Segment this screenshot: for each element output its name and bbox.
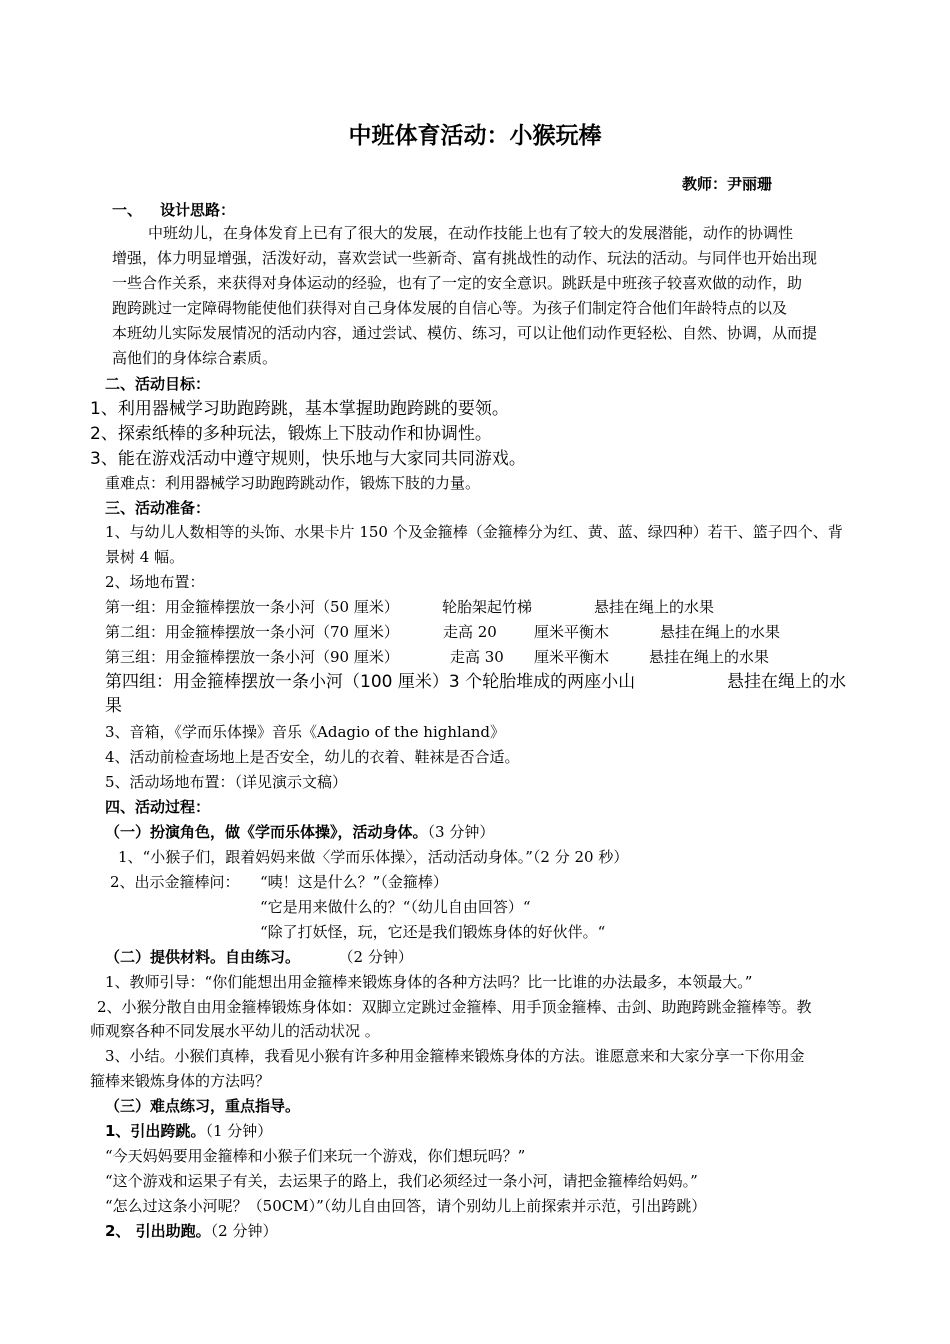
part3-step-2-title: 2、 引出助跑。 <box>105 1222 211 1240</box>
part3-line-1: “今天妈妈要用金箍棒和小猴子们来玩一个游戏，你们想玩吗？” <box>105 1147 526 1165</box>
part2-line-2-cont: 师观察各种不同发展水平幼儿的活动状况 。 <box>90 1022 380 1040</box>
part2-heading <box>105 947 413 967</box>
section1-line: 高他们的身体综合素质。 <box>112 349 278 367</box>
section1-line: 本班幼儿实际发展情况的活动内容，通过尝试、模仿、练习，可以让他们动作更轻松、自然、协调，从而提 <box>112 324 818 342</box>
section3-heading: 三、活动准备： <box>105 499 211 517</box>
part3-step-2-duration: （2 分钟） <box>210 1222 278 1240</box>
part2-title: （二）提供材料。自由练习。 <box>105 948 301 966</box>
prep-item-2: 2、场地布置： <box>105 573 205 591</box>
part2-line-1: 1、教师引导：“你们能想出用金箍棒来锻炼身体的各种方法吗？比一比谁的办法最多，本领最大。” <box>105 973 753 991</box>
teacher-name: 教师：尹丽珊 <box>682 175 773 193</box>
group-2-fruit: 悬挂在绳上的水果 <box>660 623 781 641</box>
group-3-river: 第三组：用金箍棒摆放一条小河（90 厘米） <box>105 648 399 666</box>
goal-item: 3、能在游戏活动中遵守规则，快乐地与大家同共同游戏。 <box>90 449 526 469</box>
key-difficulty: 重难点：利用器械学习助跑跨跳动作，锻炼下肢的力量。 <box>105 474 481 492</box>
prep-item-4: 4、活动前检查场地上是否安全，幼儿的衣着、鞋袜是否合适。 <box>105 748 520 766</box>
part1-title: （一）扮演角色，做《学而乐体操》，活动身体。 <box>105 823 428 841</box>
part1-line-2-quote: “咦！这是什么？”（金箍棒） <box>260 873 448 891</box>
group-1-fruit: 悬挂在绳上的水果 <box>594 598 715 616</box>
group-3-fruit: 悬挂在绳上的水果 <box>649 648 770 666</box>
prep-item-1: 1、与幼儿人数相等的头饰、水果卡片 150 个及金箍棒（金箍棒分为红、黄、蓝、绿四种）若干、篮子四个、背 <box>105 523 843 541</box>
part1-heading <box>105 822 494 842</box>
section1-number: 一、 <box>112 201 143 219</box>
section2-heading: 二、活动目标： <box>105 375 211 393</box>
part1-line-4: “除了打妖怪，玩，它还是我们锻炼身体的好伙伴。“ <box>260 923 606 941</box>
section1-line: 跑跨跳过一定障碍物能使他们获得对自己身体发展的自信心等。为孩子们制定符合他们年龄特点的以及 <box>112 299 788 317</box>
part3-line-2: “这个游戏和运果子有关，去运果子的路上，我们必须经过一条小河，请把金箍棒给妈妈。” <box>105 1172 698 1190</box>
part2-line-3: 3、小结。小猴们真棒，我看见小猴有许多种用金箍棒来锻炼身体的方法。谁愿意来和大家分享一下你用金 <box>105 1047 805 1065</box>
group-1-river: 第一组：用金箍棒摆放一条小河（50 厘米） <box>105 598 399 616</box>
prep-item-3: 3、音箱，《学而乐体操》音乐《Adagio of the highland》 <box>105 723 506 741</box>
document-title: 中班体育活动：小猴玩棒 <box>348 123 602 149</box>
group-2-river: 第二组：用金箍棒摆放一条小河（70 厘米） <box>105 623 399 641</box>
part3-step-1 <box>105 1121 272 1141</box>
part3-step-1-title: 1、引出跨跳。 <box>105 1122 206 1140</box>
part3-line-3: “怎么过这条小河呢？（50CM）”（幼儿自由回答，请个别幼儿上前探索并示范，引出跨跳） <box>105 1197 707 1215</box>
section1-line: 中班幼儿，在身体发育上已有了很大的发展，在动作技能上也有了较大的发展潜能，动作的协调性 <box>148 224 794 242</box>
goal-item: 1、利用器械学习助跑跨跳，基本掌握助跑跨跳的要领。 <box>90 399 509 419</box>
section1-line: 增强，体力明显增强，活泼好动，喜欢尝试一些新奇、富有挑战性的动作、玩法的活动。与同伴也开始出现 <box>112 249 818 267</box>
group-2-obstacle: 走高 20 <box>443 623 497 641</box>
section1-line: 一些合作关系，来获得对身体运动的经验，也有了一定的安全意识。跳跃是中班孩子较喜欢做的动作，助 <box>112 274 803 292</box>
prep-item-5: 5、活动场地布置：（详见演示文稿） <box>105 773 348 791</box>
group-1-obstacle: 轮胎架起竹梯 <box>442 598 533 616</box>
goal-item: 2、探索纸棒的多种玩法，锻炼上下肢动作和协调性。 <box>90 424 492 444</box>
prep-item-1-cont: 景树 4 幅。 <box>105 548 185 566</box>
part3-heading: （三）难点练习，重点指导。 <box>105 1097 301 1115</box>
part2-duration: （2 分钟） <box>346 948 413 966</box>
part1-line-2: 2、出示金箍棒问： <box>110 873 240 891</box>
group-2-obstacle-unit: 厘米平衡木 <box>534 623 610 641</box>
part1-line-1: 1、“小猴子们，跟着妈妈来做〈学而乐体操〉，活动活动身体。”（2 分 20 秒） <box>118 848 629 866</box>
part1-duration: （3 分钟） <box>427 823 495 841</box>
part3-step-1-duration: （1 分钟） <box>205 1122 273 1140</box>
group-3-obstacle: 走高 30 <box>450 648 504 666</box>
group-4-fruit: 悬挂在绳上的水 <box>727 672 846 692</box>
section1-heading: 设计思路： <box>160 201 236 219</box>
group-4-fruit-cont: 果 <box>105 696 122 716</box>
part3-step-2 <box>105 1221 277 1241</box>
part2-line-3-cont: 箍棒来锻炼身体的方法吗？ <box>90 1072 271 1090</box>
section4-heading: 四、活动过程： <box>105 798 211 816</box>
part2-line-2: 2、小猴分散自由用金箍棒锻炼身体如：双脚立定跳过金箍棒、用手顶金箍棒、击剑、助跑跨跳金箍棒等。教 <box>97 998 812 1016</box>
group-4-river: 第四组：用金箍棒摆放一条小河（100 厘米）3 个轮胎堆成的两座小山 <box>105 672 636 692</box>
part1-line-3: “它是用来做什么的？“（幼儿自由回答）“ <box>260 898 531 916</box>
group-3-obstacle-unit: 厘米平衡木 <box>534 648 610 666</box>
